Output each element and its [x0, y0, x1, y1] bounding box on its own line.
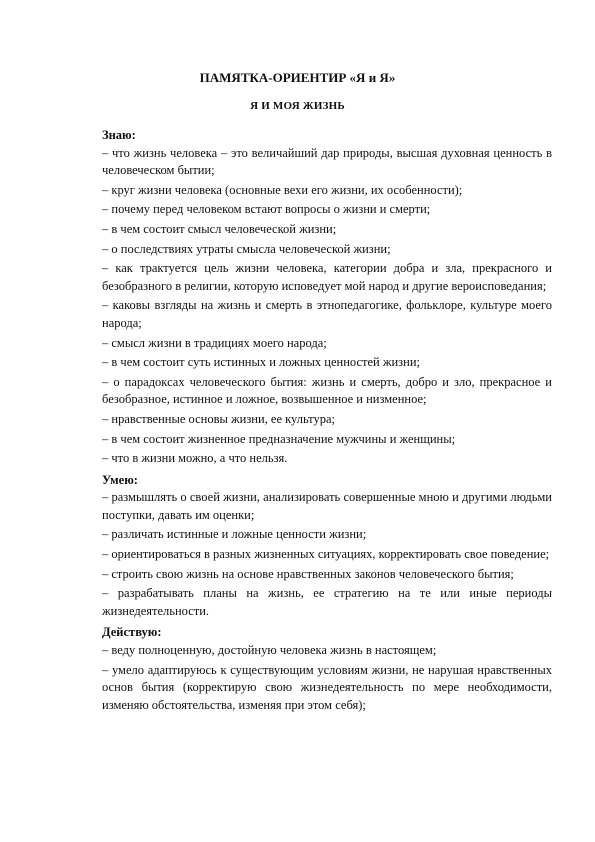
list-item: – различать истинные и ложные ценности жизни;	[102, 527, 367, 542]
section-heading: Умею:	[102, 472, 138, 487]
section-heading: Действую:	[102, 625, 162, 640]
document-subtitle: Я И МОЯ ЖИЗНЬ	[250, 100, 345, 112]
list-item: – как трактуется цель жизни человека, категории добра и зла, прекрасного и безобразного в религии, которую исповедует мой народ и другие вероисповедания;	[102, 261, 552, 293]
list-item: – разрабатывать планы на жизнь, ее стратегию на те или иные периоды жизнедеятельности.	[102, 586, 552, 618]
list-item: – умело адаптируюсь к существующим условиям жизни, не нарушая нравственных основ бытия (корректирую свою жизнедеятельность по мере необходимости, изменяю обстоятельства, изменяя при этом себя);	[102, 662, 552, 712]
list-item: – о парадоксах человеческого бытия: жизнь и смерть, добро и зло, прекрасное и безобразное, истинное и ложное, возвышенное и низменное;	[102, 374, 552, 407]
list-item: – строить свою жизнь на основе нравственных законов человеческого бытия;	[102, 566, 514, 581]
list-item: – ориентироваться в разных жизненных ситуациях, корректировать свое поведение;	[102, 547, 550, 562]
section-heading: Знаю:	[102, 128, 136, 142]
list-item: – смысл жизни в традициях моего народа;	[102, 335, 327, 350]
list-item: – размышлять о своей жизни, анализировать совершенные мною и другими людьми поступки, давать им оценки;	[102, 490, 552, 522]
list-item: – что жизнь человека – это величайший дар природы, высшая духовная ценность в человеческом бытии;	[102, 145, 552, 178]
document-body	[102, 127, 552, 716]
list-item: – что в жизни можно, а что нельзя.	[102, 451, 288, 466]
list-item: – почему перед человеком встают вопросы о жизни и смерти;	[102, 202, 431, 217]
list-item: – веду полноценную, достойную человека жизнь в настоящем;	[102, 643, 437, 658]
list-item: – в чем состоит жизненное предназначение мужчины и женщины;	[102, 431, 456, 446]
list-item: – в чем состоит суть истинных и ложных ценностей жизни;	[102, 355, 420, 370]
list-item: – в чем состоит смысл человеческой жизни;	[102, 221, 337, 236]
list-item: – круг жизни человека (основные вехи его жизни, их особенности);	[102, 182, 463, 197]
list-item: – о последствиях утраты смысла человеческой жизни;	[102, 241, 391, 256]
list-item: – нравственные основы жизни, ее культура;	[102, 411, 335, 426]
list-item: – каковы взгляды на жизнь и смерть в этнопедагогике, фольклоре, культуре моего народа;	[102, 298, 552, 330]
document-title: ПАМЯТКА-ОРИЕНТИР «Я и Я»	[199, 70, 396, 85]
